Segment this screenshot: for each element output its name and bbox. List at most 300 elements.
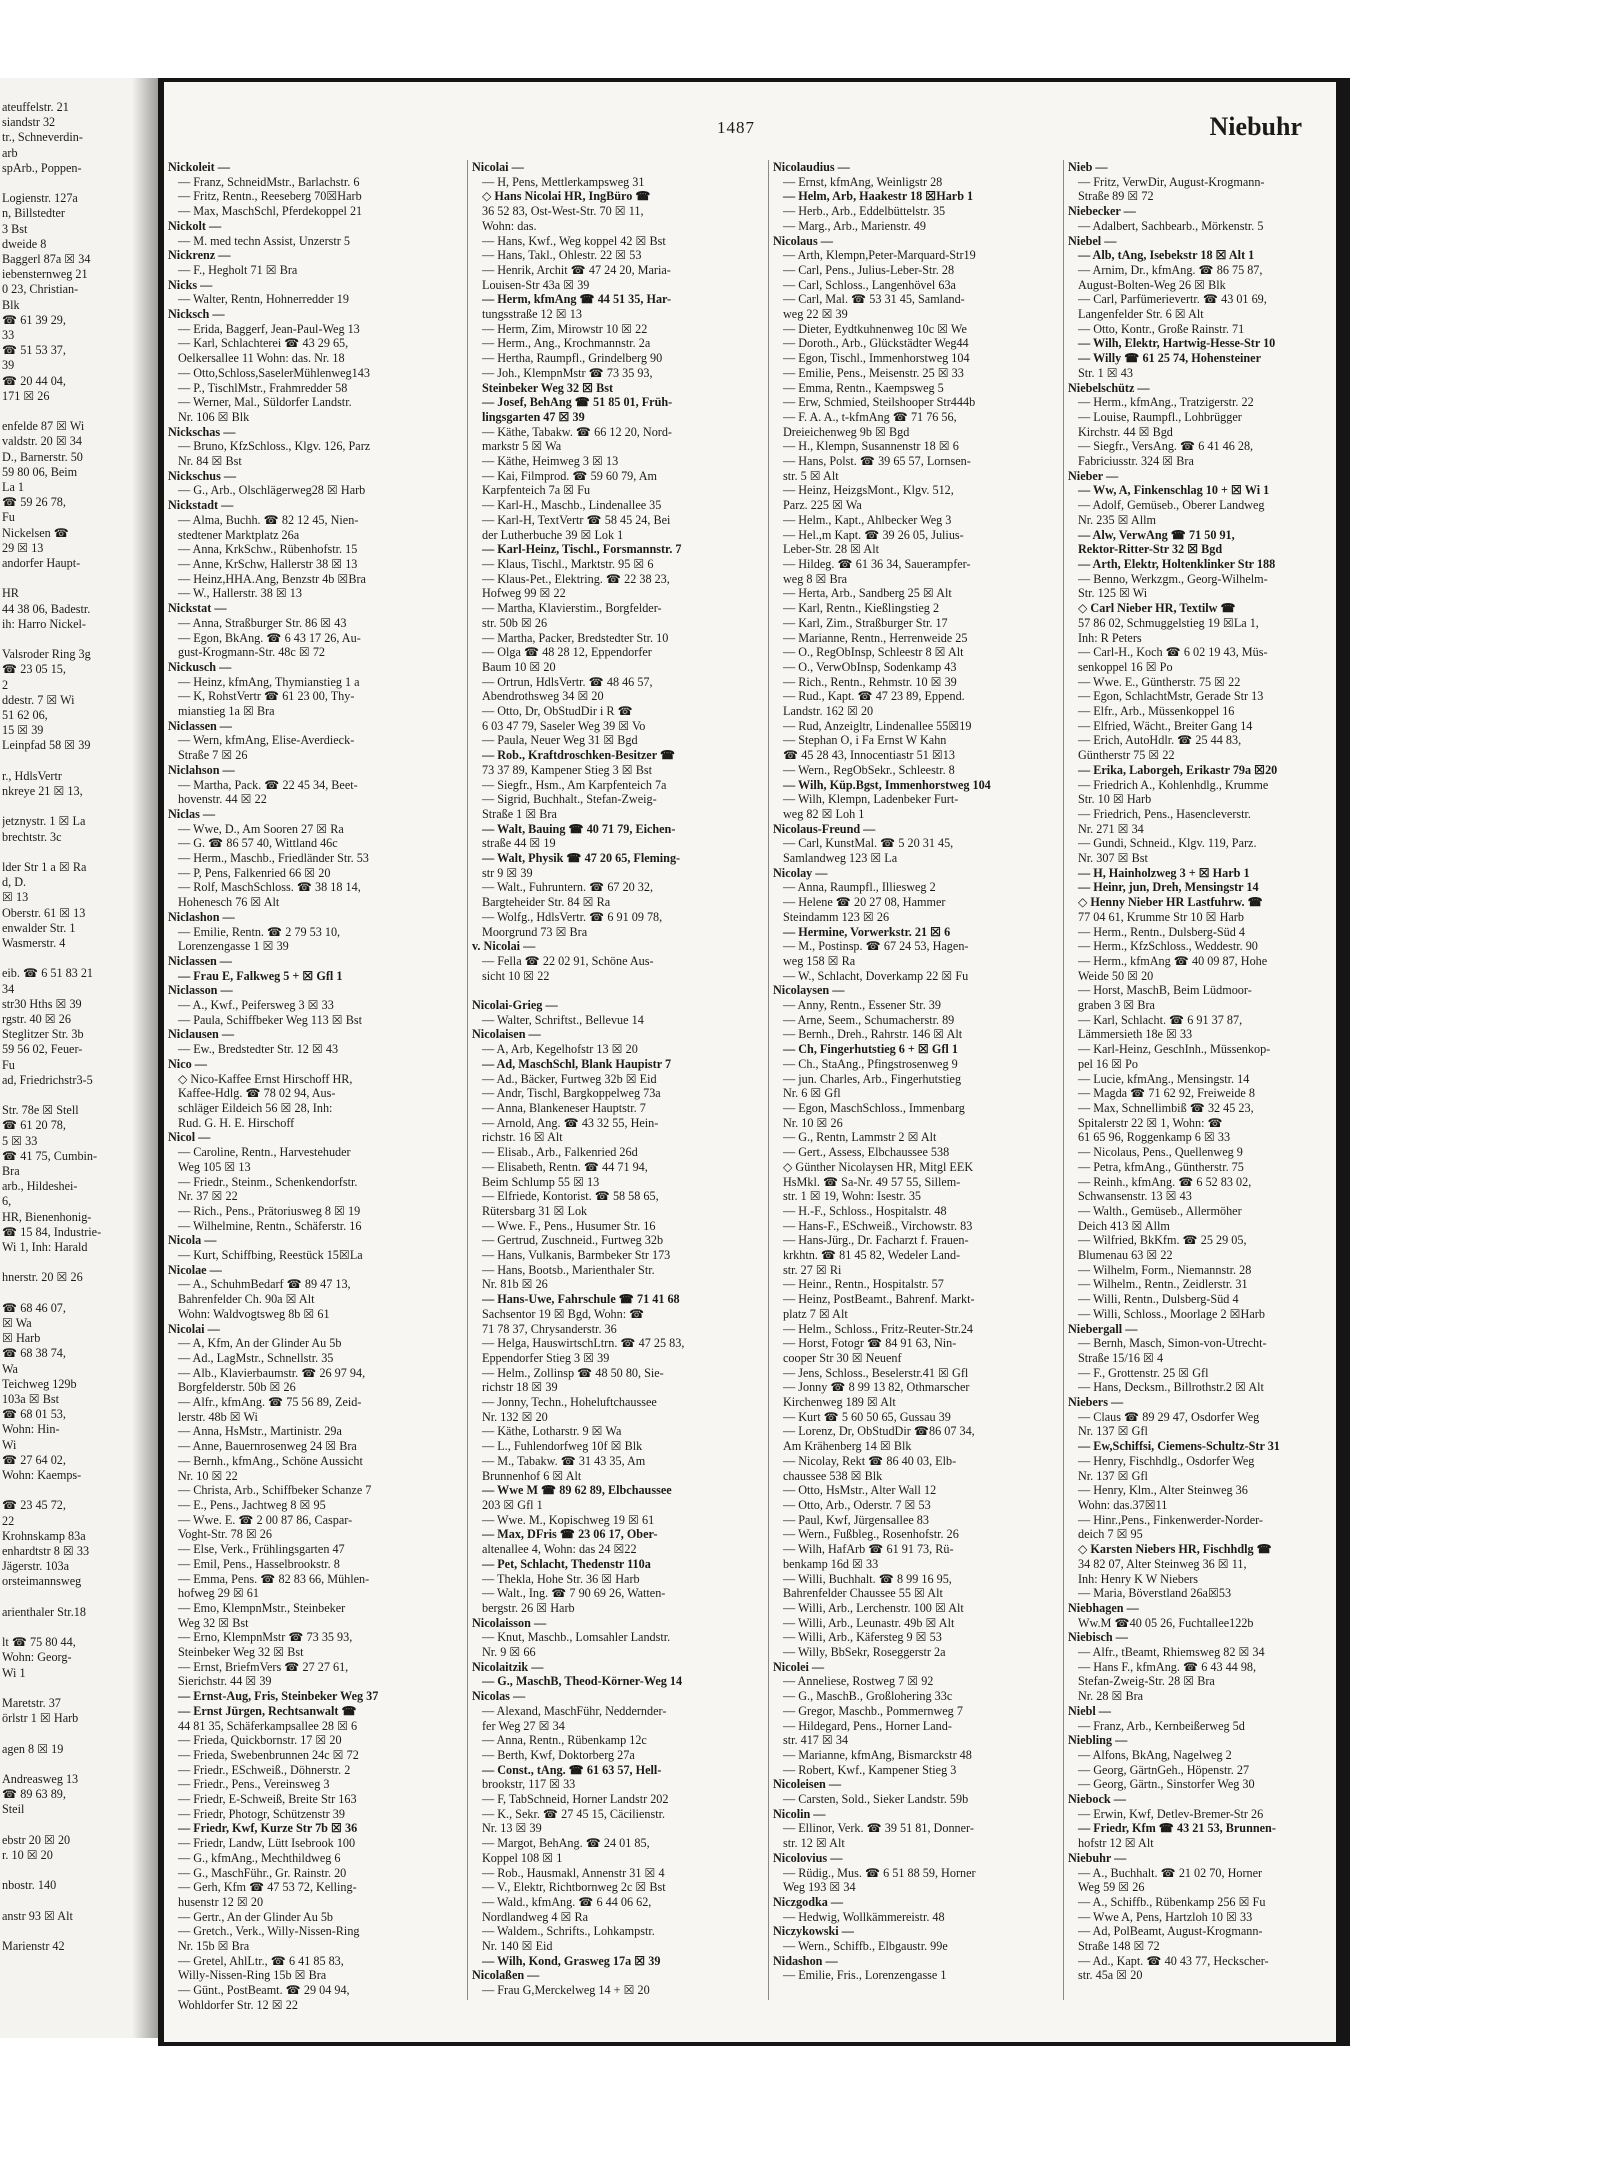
directory-entry: deich 7 ☒ 95 bbox=[1078, 1527, 1143, 1542]
directory-entry: — Andr, Tischl, Bargkoppelweg 73a bbox=[482, 1086, 661, 1101]
directory-entry: — Bernh., kfmAng., Schöne Aussicht bbox=[178, 1453, 363, 1468]
directory-entry: — Marianne, Rentn., Herrenweide 25 bbox=[783, 630, 968, 645]
directory-entry: Langenfelder Str. 6 ☒ Alt bbox=[1078, 307, 1204, 322]
directory-entry: altenallee 4, Wohn: das 24 ☒22 bbox=[482, 1542, 637, 1557]
directory-entry: ◇ Karsten Niebers HR, Fischhdlg ☎ bbox=[1078, 1542, 1272, 1557]
column-rule bbox=[768, 160, 769, 2000]
directory-entry: str. 5 ☒ Alt bbox=[783, 468, 839, 483]
left-page-text-fragment: ☎ 59 26 78, bbox=[2, 495, 66, 510]
directory-entry: — Berth, Kwf, Doktorberg 27a bbox=[482, 1747, 635, 1762]
surname-heading: Nicolai — bbox=[168, 1321, 220, 1336]
directory-entry: — Herm, Zim, Mirowstr 10 ☒ 22 bbox=[482, 321, 648, 336]
directory-entry: — Fritz, VerwDir, August-Krogmann- bbox=[1078, 174, 1265, 189]
directory-entry: — Martha, Klavierstim., Borgfelder- bbox=[482, 601, 662, 616]
directory-entry: Samlandweg 123 ☒ La bbox=[783, 851, 898, 866]
directory-entry: — Gundi, Schneid., Klgv. 119, Parz. bbox=[1078, 836, 1257, 851]
directory-entry: — Arth, Elektr, Holtenklinker Str 188 bbox=[1078, 556, 1276, 571]
directory-entry: — Frau E, Falkweg 5 + ☒ Gfl 1 bbox=[178, 968, 343, 983]
directory-entry: — O., RegObInsp, Schleestr 8 ☒ Alt bbox=[783, 645, 964, 660]
left-page-text-fragment: spArb., Poppen- bbox=[2, 160, 82, 175]
directory-entry: — Adolf, Gemüseb., Oberer Landweg bbox=[1078, 498, 1265, 513]
surname-heading: Nicolai-Grieg — bbox=[472, 998, 558, 1013]
directory-entry: — Friedr, Photogr, Schützenstr 39 bbox=[178, 1806, 345, 1821]
surname-heading: Nicksch — bbox=[168, 307, 225, 322]
left-page-text-fragment: 2 bbox=[2, 677, 9, 692]
directory-entry: — Helene ☎ 20 27 08, Hammer bbox=[783, 895, 946, 910]
directory-entry: Weg 105 ☒ 13 bbox=[178, 1159, 251, 1174]
surname-heading: Nicolovius — bbox=[773, 1850, 843, 1865]
left-page-text-fragment: ☒ Wa bbox=[2, 1316, 32, 1330]
left-page-text-fragment: ☎ 15 84, Industrie- bbox=[2, 1224, 102, 1239]
directory-entry: chaussee 538 ☒ Blk bbox=[783, 1468, 883, 1483]
directory-entry: Straße 1 ☒ Bra bbox=[482, 806, 557, 821]
directory-entry: — A., Buchhalt. ☎ 21 02 70, Horner bbox=[1078, 1865, 1263, 1880]
directory-entry: — Heinz,HHA.Ang, Benzstr 4b ☒Bra bbox=[178, 571, 366, 586]
left-page-text-fragment: ☎ 23 05 15, bbox=[2, 662, 66, 677]
directory-entry: — Frieda, Swebenbrunnen 24c ☒ 72 bbox=[178, 1747, 359, 1762]
directory-entry: — M., Tabakw. ☎ 31 43 35, Am bbox=[482, 1453, 646, 1468]
directory-entry: stedtener Marktplatz 26a bbox=[178, 527, 300, 542]
directory-entry: Straße 148 ☒ 72 bbox=[1078, 1939, 1160, 1954]
directory-entry: — Ad., Kapt. ☎ 40 43 77, Heckscher- bbox=[1078, 1953, 1269, 1968]
directory-entry: — Gert., Assess, Elbchaussee 538 bbox=[783, 1145, 950, 1160]
directory-entry: — Wern., RegObSekr., Schleestr. 8 bbox=[783, 762, 955, 777]
directory-entry: — Willi, Arb., Lerchenstr. 100 ☒ Alt bbox=[783, 1600, 964, 1615]
directory-entry: — Gertr., An der Glinder Au 5b bbox=[178, 1909, 334, 1924]
left-page-text-fragment: Logienstr. 127a bbox=[2, 191, 78, 206]
surname-heading: Niebelschütz — bbox=[1068, 380, 1150, 395]
left-page-text-fragment: ☎ 61 39 29, bbox=[2, 312, 66, 327]
left-page-text-fragment: ☎ 23 45 72, bbox=[2, 1498, 66, 1513]
directory-entry: Sierichstr. 44 ☒ 39 bbox=[178, 1674, 272, 1689]
directory-entry: — Erwin, Kwf, Detlev-Bremer-Str 26 bbox=[1078, 1806, 1264, 1821]
directory-entry: Beim Schlump 55 ☒ 13 bbox=[482, 1174, 600, 1189]
left-page-text-fragment: Leinpfad 58 ☒ 39 bbox=[2, 738, 91, 753]
directory-entry: — Lorenz, Dr, ObStudDir ☎86 07 34, bbox=[783, 1424, 975, 1439]
directory-entry: Nr. 307 ☒ Bst bbox=[1078, 851, 1148, 866]
directory-entry: — Henrik, Archit ☎ 47 24 20, Maria- bbox=[482, 262, 671, 277]
directory-entry: — Franz, SchneidMstr., Barlachstr. 6 bbox=[178, 174, 360, 189]
directory-entry: — Friedrich A., Kohlenhdlg., Krumme bbox=[1078, 777, 1269, 792]
left-page-text-fragment: Wohn: Georg- bbox=[2, 1650, 72, 1665]
directory-entry: August-Bolten-Weg 26 ☒ Blk bbox=[1078, 277, 1226, 292]
directory-entry: tungsstraße 12 ☒ 13 bbox=[482, 307, 582, 322]
left-page-text-fragment: d, D. bbox=[2, 875, 27, 890]
directory-entry: Weg 59 ☒ 26 bbox=[1078, 1880, 1145, 1895]
directory-entry: Str. 1 ☒ 43 bbox=[1078, 365, 1133, 380]
directory-entry: Wohn: das. bbox=[482, 218, 537, 233]
directory-entry: — Alb., Klavierbaumstr. ☎ 26 97 94, bbox=[178, 1365, 366, 1380]
left-page-text-fragment: ☎ 20 44 04, bbox=[2, 373, 66, 388]
directory-entry: str. 1 ☒ 19, Wohn: Isestr. 35 bbox=[783, 1189, 922, 1204]
surname-heading: Niebers — bbox=[1068, 1395, 1124, 1410]
directory-entry: — Ernst, kfmAng, Weinligstr 28 bbox=[783, 174, 943, 189]
directory-entry: — Hans, Vulkanis, Barmbeker Str 173 bbox=[482, 1248, 671, 1263]
left-page-text-fragment: arienthaler Str.18 bbox=[2, 1604, 86, 1619]
directory-entry: Weide 50 ☒ 20 bbox=[1078, 968, 1154, 983]
directory-entry: — Ew,Schiffsi, Ciemens-Schultz-Str 31 bbox=[1078, 1439, 1280, 1454]
directory-entry: — G. ☎ 86 57 40, Wittland 46c bbox=[178, 836, 338, 851]
directory-entry: — Alma, Buchh. ☎ 82 12 45, Nien- bbox=[178, 512, 359, 527]
left-page-text-fragment: 34 bbox=[2, 981, 15, 996]
left-page-text-fragment: ih: Harro Nickel- bbox=[2, 616, 86, 631]
surname-heading: Nicolaudius — bbox=[773, 160, 850, 174]
directory-entry: — Karl-Heinz, GeschInh., Müssenkop- bbox=[1078, 1042, 1271, 1057]
directory-entry: — Anna, Raumpfl., Illiesweg 2 bbox=[783, 880, 936, 895]
directory-entry: str. 45a ☒ 20 bbox=[1078, 1968, 1143, 1983]
directory-entry: ☎ 45 28 43, Innocentiastr 51 ☒13 bbox=[783, 748, 955, 763]
directory-entry: 71 78 37, Chrysanderstr. 36 bbox=[482, 1321, 617, 1336]
directory-entry: — Benno, Werkzgm., Georg-Wilhelm- bbox=[1078, 571, 1268, 586]
directory-entry: cooper Str 30 ☒ Neuenf bbox=[783, 1350, 902, 1365]
directory-entry: Landstr. 162 ☒ 20 bbox=[783, 704, 874, 719]
left-page-text-fragment: D., Barnerstr. 50 bbox=[2, 449, 83, 464]
directory-entry: — Max, Schnellimbiß ☎ 32 45 23, bbox=[1078, 1101, 1254, 1115]
directory-entry: — Wolfg., HdlsVertr. ☎ 6 91 09 78, bbox=[482, 909, 663, 924]
left-page-text-fragment: HR bbox=[2, 586, 19, 601]
directory-entry: — Fella ☎ 22 02 91, Schöne Aus- bbox=[482, 953, 654, 968]
directory-entry: — Ew., Bredstedter Str. 12 ☒ 43 bbox=[178, 1042, 339, 1057]
directory-entry: — Bernh., Dreh., Rahrstr. 146 ☒ Alt bbox=[783, 1027, 963, 1042]
directory-entry: — Adalbert, Sachbearb., Mörkenstr. 5 bbox=[1078, 218, 1264, 233]
directory-entry: — Käthe, Heimweg 3 ☒ 13 bbox=[482, 454, 619, 469]
directory-entry: — Hildeg. ☎ 61 36 34, Sauerampfer- bbox=[783, 556, 971, 571]
surname-heading: Nidashon — bbox=[773, 1953, 838, 1968]
directory-entry: richstr. 16 ☒ Alt bbox=[482, 1130, 563, 1145]
surname-heading: Nickolt — bbox=[168, 218, 222, 233]
directory-entry: husenstr 12 ☒ 20 bbox=[178, 1894, 264, 1909]
directory-entry: — Carl-H., Koch ☎ 6 02 19 43, Müs- bbox=[1078, 645, 1268, 660]
directory-entry: — Ad., LagMstr., Schnellstr. 35 bbox=[178, 1350, 334, 1365]
page-header bbox=[164, 82, 1336, 142]
directory-entry: — Kurt, Schiffbing, Reestück 15☒La bbox=[178, 1248, 363, 1263]
directory-entry: — Hertha, Raumpfl., Grindelberg 90 bbox=[482, 351, 663, 366]
directory-entry: — Friedr, Kwf, Kurze Str 7b ☒ 36 bbox=[178, 1821, 358, 1836]
directory-entry: — F. A. A., t-kfmAng ☎ 71 76 56, bbox=[783, 409, 957, 424]
left-page-text-fragment: r., HdlsVertr bbox=[2, 768, 62, 783]
left-page-text-fragment: örlstr 1 ☒ Harb bbox=[2, 1711, 79, 1726]
surname-heading: Nicoleisen — bbox=[773, 1777, 842, 1792]
directory-entry: — Arne, Seem., Schumacherstr. 89 bbox=[783, 1012, 955, 1027]
directory-entry: Deich 413 ☒ Allm bbox=[1078, 1218, 1170, 1233]
directory-entry: — Karl-Heinz, Tischl., Forsmannstr. 7 bbox=[482, 542, 682, 557]
directory-entry: — A, Arb, Kegelhofstr 13 ☒ 20 bbox=[482, 1042, 638, 1057]
left-page-text-fragment: arb bbox=[2, 145, 18, 160]
directory-entry: — V., Elektr, Richtbornweg 2c ☒ Bst bbox=[482, 1880, 666, 1895]
directory-entry: str. 50b ☒ 26 bbox=[482, 615, 548, 630]
directory-entry: — Willi, Arb., Leunastr. 49b ☒ Alt bbox=[783, 1615, 955, 1630]
left-page-text-fragment: rgstr. 40 ☒ 26 bbox=[2, 1012, 71, 1026]
surname-heading: Niebhagen — bbox=[1068, 1600, 1139, 1615]
directory-entry: 44 81 35, Schäferkampsallee 28 ☒ 6 bbox=[178, 1718, 358, 1733]
directory-entry: Nr. 81b ☒ 26 bbox=[482, 1277, 548, 1292]
directory-entry: — A, Kfm, An der Glinder Au 5b bbox=[178, 1336, 342, 1351]
directory-entry: lerstr. 48b ☒ Wi bbox=[178, 1409, 258, 1424]
scan-margin bbox=[0, 0, 1600, 78]
surname-heading: Nicolaitzik — bbox=[472, 1659, 544, 1674]
directory-entry: — Walter, Schriftst., Bellevue 14 bbox=[482, 1012, 644, 1027]
surname-heading: Niebling — bbox=[1068, 1733, 1128, 1748]
left-page-text-fragment: Wohn: Kaemps- bbox=[2, 1468, 82, 1482]
directory-entry: Fabriciusstr. 324 ☒ Bra bbox=[1078, 454, 1194, 469]
directory-entry: — Caroline, Rentn., Harvestehuder bbox=[178, 1145, 351, 1160]
surname-heading: Nicolaßen — bbox=[472, 1968, 540, 1983]
directory-entry: — Ad, MaschSchl, Blank Haupistr 7 bbox=[482, 1056, 672, 1071]
directory-entry: — Alfr., tBeamt, Rhiemsweg 82 ☒ 34 bbox=[1078, 1645, 1265, 1660]
directory-entry: — Anny, Rentn., Essener Str. 39 bbox=[783, 998, 941, 1013]
directory-entry: ◇ Günther Nicolaysen HR, Mitgl EEK bbox=[783, 1159, 974, 1174]
directory-entry: — Reinh., kfmAng. ☎ 6 52 83 02, bbox=[1078, 1174, 1252, 1189]
directory-entry: 203 ☒ Gfl 1 bbox=[482, 1497, 543, 1512]
directory-entry: — Willi, Arb., Käfersteg 9 ☒ 53 bbox=[783, 1630, 942, 1645]
directory-entry: Wohldorfer Str. 12 ☒ 22 bbox=[178, 1997, 298, 2012]
directory-entry: — Carl, Parfümerievertr. ☎ 43 01 69, bbox=[1078, 292, 1267, 307]
directory-entry: gust-Krogmann-Str. 48c ☒ 72 bbox=[178, 645, 326, 660]
directory-entry: Nr. 10 ☒ 26 bbox=[783, 1115, 843, 1130]
directory-entry: — Lucie, kfmAng., Mensingstr. 14 bbox=[1078, 1071, 1250, 1086]
directory-entry: — Marianne, kfmAng, Bismarckstr 48 bbox=[783, 1747, 972, 1762]
left-page-text-fragment: Maretstr. 37 bbox=[2, 1696, 61, 1710]
surname-heading: Nickoleit — bbox=[168, 160, 230, 174]
directory-entry: — Carl, Mal. ☎ 53 31 45, Samland- bbox=[783, 292, 965, 307]
directory-entry: Wohn: Waldvogtsweg 8b ☒ 61 bbox=[178, 1306, 330, 1321]
directory-entry: — W., Schlacht, Doverkamp 22 ☒ Fu bbox=[783, 968, 969, 983]
directory-entry: — Willi, Rentn., Dulsberg-Süd 4 bbox=[1078, 1292, 1239, 1307]
directory-entry: 77 04 61, Krumme Str 10 ☒ Harb bbox=[1078, 909, 1244, 924]
left-page-text-fragment: r. 10 ☒ 20 bbox=[2, 1848, 53, 1862]
directory-entry: — Friedr, Kfm ☎ 43 21 53, Brunnen- bbox=[1078, 1821, 1276, 1836]
directory-entry: — W., Hallerstr. 38 ☒ 13 bbox=[178, 586, 302, 601]
directory-entry: — Rud., Kapt. ☎ 47 23 89, Eppend. bbox=[783, 689, 965, 704]
left-page-text-fragment: 29 ☒ 13 bbox=[2, 540, 44, 555]
directory-entry: — Christa, Arb., Schiffbeker Schanze 7 bbox=[178, 1483, 372, 1498]
directory-entry: Straße 7 ☒ 26 bbox=[178, 748, 248, 763]
surname-heading: Niclassen — bbox=[168, 953, 232, 968]
directory-entry: — Paula, Schiffbeker Weg 113 ☒ Bst bbox=[178, 1012, 363, 1027]
left-page-text-fragment: ad, Friedrichstr3-5 bbox=[2, 1072, 93, 1087]
left-page-text-fragment: Fu bbox=[2, 510, 15, 525]
directory-entry: — Heinr, jun, Dreh, Mensingstr 14 bbox=[1078, 880, 1259, 895]
surname-heading: Niebl — bbox=[1068, 1703, 1111, 1718]
directory-entry: — Hel.,m Kapt. ☎ 39 26 05, Julius- bbox=[783, 527, 964, 542]
directory-entry: — Wwe. M., Kopischweg 19 ☒ 61 bbox=[482, 1512, 655, 1527]
left-page-text-fragment: nbostr. 140 bbox=[2, 1878, 57, 1893]
directory-entry: — A., SchuhmBedarf ☎ 89 47 13, bbox=[178, 1277, 351, 1292]
directory-entry: — Wwe, D., Am Sooren 27 ☒ Ra bbox=[178, 821, 344, 836]
directory-entry: ◇ Henny Nieber HR Lastfuhrw. ☎ bbox=[1078, 895, 1263, 910]
directory-entry: — G., kfmAng., Mechthildweg 6 bbox=[178, 1850, 341, 1865]
directory-entry: — Wwe M ☎ 89 62 89, Elbchaussee bbox=[482, 1483, 672, 1498]
directory-entry: Bargteheider Str. 84 ☒ Ra bbox=[482, 895, 611, 910]
left-page-text-fragment: 6, bbox=[2, 1194, 12, 1209]
directory-entry: Steindamm 123 ☒ 26 bbox=[783, 909, 890, 924]
directory-entry: Koppel 108 ☒ 1 bbox=[482, 1850, 563, 1865]
left-page-text-fragment: n, Billstedter bbox=[2, 206, 65, 221]
directory-entry: — Henry, Fischhdlg., Osdorfer Weg bbox=[1078, 1453, 1255, 1468]
directory-entry: — Anne, Bauernrosenweg 24 ☒ Bra bbox=[178, 1439, 357, 1454]
directory-entry: — Carl, KunstMal. ☎ 5 20 31 45, bbox=[783, 836, 954, 851]
directory-entry: — Ch., StaAng., Pfingstrosenweg 9 bbox=[783, 1056, 958, 1071]
directory-entry: — Ch, Fingerhutstieg 6 + ☒ Gfl 1 bbox=[783, 1042, 958, 1057]
directory-entry: — Paula, Neuer Weg 31 ☒ Bgd bbox=[482, 733, 638, 748]
surname-heading: Nicolei — bbox=[773, 1659, 825, 1674]
directory-entry: — Willy ☎ 61 25 74, Hohensteiner bbox=[1078, 351, 1261, 366]
directory-entry: — Käthe, Lotharstr. 9 ☒ Wa bbox=[482, 1424, 622, 1439]
directory-entry: — Wilhelm., Rentn., Zeidlerstr. 31 bbox=[1078, 1277, 1248, 1292]
surname-heading bbox=[472, 983, 762, 998]
directory-entry: — G., Rentn, Lammstr 2 ☒ Alt bbox=[783, 1130, 937, 1145]
left-page-text-fragment: 0 23, Christian- bbox=[2, 282, 79, 297]
running-head: Niebuhr bbox=[1209, 112, 1302, 141]
left-page-text-fragment: Wi bbox=[2, 1437, 17, 1452]
left-page-text-fragment: Baggerl 87a ☒ 34 bbox=[2, 252, 91, 266]
directory-entry: Stefan-Zweig-Str. 28 ☒ Bra bbox=[1078, 1674, 1215, 1689]
directory-entry: 73 37 89, Kampener Stieg 3 ☒ Bst bbox=[482, 762, 653, 777]
directory-entry: — Karl, Zim., Straßburger Str. 17 bbox=[783, 615, 948, 630]
left-page-text-fragment: agen 8 ☒ 19 bbox=[2, 1741, 64, 1756]
left-page-text-fragment: Oberstr. 61 ☒ 13 bbox=[2, 905, 86, 920]
directory-entry: — Rich., Rentn., Rehmstr. 10 ☒ 39 bbox=[783, 674, 957, 689]
directory-entry: — Walt, Physik ☎ 47 20 65, Fleming- bbox=[482, 851, 681, 866]
directory-entry: — Georg, GärtnGeh., Höpenstr. 27 bbox=[1078, 1762, 1250, 1777]
directory-entry: — Hildegard, Pens., Horner Land- bbox=[783, 1718, 952, 1733]
directory-entry: — Waldem., Schrifts., Lohkampstr. bbox=[482, 1924, 655, 1939]
directory-entry: ◇ Hans Nicolai HR, IngBüro ☎ bbox=[482, 189, 651, 204]
directory-entry: — Otto, Dr, ObStudDir i R ☎ bbox=[482, 704, 633, 719]
directory-entry: — Otto, Arb., Oderstr. 7 ☒ 53 bbox=[783, 1497, 931, 1512]
directory-entry: — Pet, Schlacht, Thedenstr 110a bbox=[482, 1556, 651, 1571]
directory-entry: — Wern., Fußbleg., Rosenhofstr. 26 bbox=[783, 1527, 959, 1542]
surname-heading: Niclas — bbox=[168, 806, 216, 821]
directory-entry: — Carsten, Sold., Sieker Landstr. 59b bbox=[783, 1792, 969, 1807]
left-page-text-fragment: 59 80 06, Beim bbox=[2, 464, 78, 479]
directory-entry: bergstr. 26 ☒ Harb bbox=[482, 1600, 575, 1615]
left-page-text-fragment: str30 Hths ☒ 39 bbox=[2, 996, 82, 1011]
left-page-text-fragment: andorfer Haupt- bbox=[2, 556, 81, 570]
directory-entry: Rektor-Ritter-Str 32 ☒ Bgd bbox=[1078, 542, 1223, 557]
directory-entry: — Ad, PolBeamt, August-Krogmann- bbox=[1078, 1924, 1263, 1939]
left-page-text-fragment: anstr 93 ☒ Alt bbox=[2, 1908, 73, 1923]
directory-entry: — F., Hegholt 71 ☒ Bra bbox=[178, 262, 298, 277]
directory-entry: 57 86 02, Schmuggelstieg 19 ☒La 1, bbox=[1078, 615, 1259, 630]
directory-column-3 bbox=[773, 160, 1057, 1983]
directory-entry: — Margot, BehAng. ☎ 24 01 85, bbox=[482, 1836, 650, 1851]
directory-entry: 6 03 47 79, Saseler Weg 39 ☒ Vo bbox=[482, 718, 646, 733]
left-page-text-fragment: Steil bbox=[2, 1802, 25, 1817]
directory-entry: ◇ Nico-Kaffee Ernst Hirschoff HR, bbox=[178, 1071, 353, 1086]
directory-entry: — Friedr, Landw, Lütt Isebrook 100 bbox=[178, 1836, 356, 1851]
directory-entry: — Alfr., kfmAng. ☎ 75 56 89, Zeid- bbox=[178, 1395, 362, 1410]
directory-entry: weg 158 ☒ Ra bbox=[783, 953, 856, 968]
directory-entry: — Louise, Raumpfl., Lohbrügger bbox=[1078, 409, 1242, 424]
directory-entry: Wohn: das.37☒11 bbox=[1078, 1497, 1168, 1512]
directory-entry: — F., Grottenstr. 25 ☒ Gfl bbox=[1078, 1365, 1209, 1380]
directory-entry: — Anna, HsMstr., Martinistr. 29a bbox=[178, 1424, 342, 1439]
surname-heading: Nicolay — bbox=[773, 865, 828, 880]
directory-entry: Weg 32 ☒ Bst bbox=[178, 1615, 249, 1630]
directory-entry: — Rob., Hausmakl, Annenstr 31 ☒ 4 bbox=[482, 1865, 665, 1880]
directory-entry: Nr. 137 ☒ Gfl bbox=[1078, 1468, 1148, 1483]
left-page-text-fragment: enwalder Str. 1 bbox=[2, 920, 76, 935]
left-page-text-fragment: eib. ☎ 6 51 83 21 bbox=[2, 966, 94, 981]
left-page-text-fragment: 3 Bst bbox=[2, 221, 28, 236]
directory-entry: — Claus ☎ 89 29 47, Osdorfer Weg bbox=[1078, 1409, 1260, 1424]
directory-entry: — Erida, Baggerf, Jean-Paul-Weg 13 bbox=[178, 321, 360, 336]
directory-entry: 36 52 83, Ost-West-Str. 70 ☒ 11, bbox=[482, 204, 644, 219]
directory-entry: — Gretch., Verk., Willy-Nissen-Ring bbox=[178, 1924, 360, 1939]
directory-entry: — L., Fuhlendorfweg 10f ☒ Blk bbox=[482, 1439, 643, 1454]
directory-entry: — Hans F., kfmAng. ☎ 6 43 44 98, bbox=[1078, 1659, 1257, 1674]
left-page-text-fragment: Nickelsen ☎ bbox=[2, 525, 69, 540]
directory-entry: fer Weg 27 ☒ 34 bbox=[482, 1718, 565, 1733]
directory-entry: — E., Pens., Jachtweg 8 ☒ 95 bbox=[178, 1497, 326, 1512]
directory-entry: — Willi, Buchhalt. ☎ 8 99 16 95, bbox=[783, 1571, 952, 1586]
left-page-text-fragment: Marienstr 42 bbox=[2, 1939, 65, 1954]
directory-entry: — Anna, Blankeneser Hauptstr. 7 bbox=[482, 1101, 646, 1115]
directory-entry: Eppendorfer Stieg 3 ☒ 39 bbox=[482, 1350, 610, 1365]
directory-entry: — Gerh, Kfm ☎ 47 53 72, Kelling- bbox=[178, 1880, 357, 1895]
directory-entry: — Alw, VerwAng ☎ 71 50 91, bbox=[1078, 527, 1235, 542]
left-page-text-fragment: ddestr. 7 ☒ Wi bbox=[2, 692, 75, 707]
directory-entry: pel 16 ☒ Po bbox=[1078, 1056, 1139, 1071]
directory-entry: — Helm, Arb, Haakestr 18 ☒Harb 1 bbox=[783, 189, 974, 204]
surname-heading: Niclahson — bbox=[168, 762, 235, 777]
directory-entry: — Helm., Kapt., Ahlbecker Weg 3 bbox=[783, 512, 952, 527]
directory-entry: Borgfelderstr. 50b ☒ 26 bbox=[178, 1380, 296, 1395]
surname-heading: Niczgodka — bbox=[773, 1894, 844, 1909]
directory-entry: — Arth, Klempn,Peter-Marquard-Str19 bbox=[783, 248, 976, 263]
directory-entry: — Alexand, MaschFühr, Neddernder- bbox=[482, 1703, 667, 1718]
left-page-text-fragment: Bra bbox=[2, 1164, 20, 1178]
directory-entry: — Max, MaschSchl, Pferdekoppel 21 bbox=[178, 204, 363, 219]
left-page-text-fragment: Fu bbox=[2, 1057, 15, 1072]
surname-heading: Nico — bbox=[168, 1056, 207, 1071]
left-page-text-fragment: Str. 78e ☒ Stell bbox=[2, 1103, 79, 1118]
directory-entry: — jun. Charles, Arb., Fingerhutstieg bbox=[783, 1071, 962, 1086]
directory-entry: — Maria, Böverstland 26a☒53 bbox=[1078, 1586, 1232, 1601]
left-page-text-fragment: 44 38 06, Badestr. bbox=[2, 601, 91, 616]
directory-entry: — Egon, SchlachtMstr, Gerade Str 13 bbox=[1078, 689, 1264, 704]
directory-entry: — Egon, MaschSchloss., Immenbarg bbox=[783, 1101, 965, 1115]
left-page-text-fragment: Wi 1 bbox=[2, 1665, 26, 1680]
surname-heading: Nicolaisson — bbox=[472, 1615, 547, 1630]
surname-heading: Nickrenz — bbox=[168, 248, 231, 263]
directory-entry: Inh: R Peters bbox=[1078, 630, 1142, 645]
left-page-text-fragment: brechtstr. 3c bbox=[2, 829, 62, 844]
directory-entry: — Alb, tAng, Isebekstr 18 ☒ Alt 1 bbox=[1078, 248, 1255, 263]
directory-entry: — Hans-Uwe, Fahrschule ☎ 71 41 68 bbox=[482, 1292, 680, 1307]
left-page-text-fragment: 39 bbox=[2, 358, 15, 373]
directory-entry: — Ernst Jürgen, Rechtsanwalt ☎ bbox=[178, 1703, 357, 1718]
directory-entry: — Emilie, Fris., Lorenzengasse 1 bbox=[783, 1968, 947, 1983]
directory-entry: — Marg., Arb., Marienstr. 49 bbox=[783, 218, 926, 233]
directory-entry: — H, Pens, Mettlerkampsweg 31 bbox=[482, 174, 645, 189]
directory-entry: Nr. 13 ☒ 39 bbox=[482, 1821, 542, 1836]
directory-entry: Rud. G. H. E. Hirschoff bbox=[178, 1115, 295, 1130]
left-page-text-fragment: dweide 8 bbox=[2, 236, 47, 251]
left-page-text-fragment: 5 ☒ 33 bbox=[2, 1133, 38, 1148]
directory-entry: — Otto,Schloss,SaselerMühlenweg143 bbox=[178, 365, 370, 380]
left-page-text-fragment: ☎ 61 20 78, bbox=[2, 1118, 66, 1133]
directory-entry: — Helga, HauswirtschLtrn. ☎ 47 25 83, bbox=[482, 1336, 685, 1351]
directory-entry: — Emil, Pens., Hasselbrookstr. 8 bbox=[178, 1556, 340, 1571]
directory-entry: str. 417 ☒ 34 bbox=[783, 1733, 849, 1748]
directory-entry: — Nicolay, Rekt ☎ 86 40 03, Elb- bbox=[783, 1453, 957, 1468]
directory-column-4 bbox=[1068, 160, 1332, 1983]
directory-entry: — Magda ☎ 71 62 92, Freiweide 8 bbox=[1078, 1086, 1255, 1101]
directory-entry: benkamp 16d ☒ 33 bbox=[783, 1556, 879, 1571]
directory-entry: — Anne, KrSchw, Hallerstr 38 ☒ 13 bbox=[178, 556, 358, 571]
